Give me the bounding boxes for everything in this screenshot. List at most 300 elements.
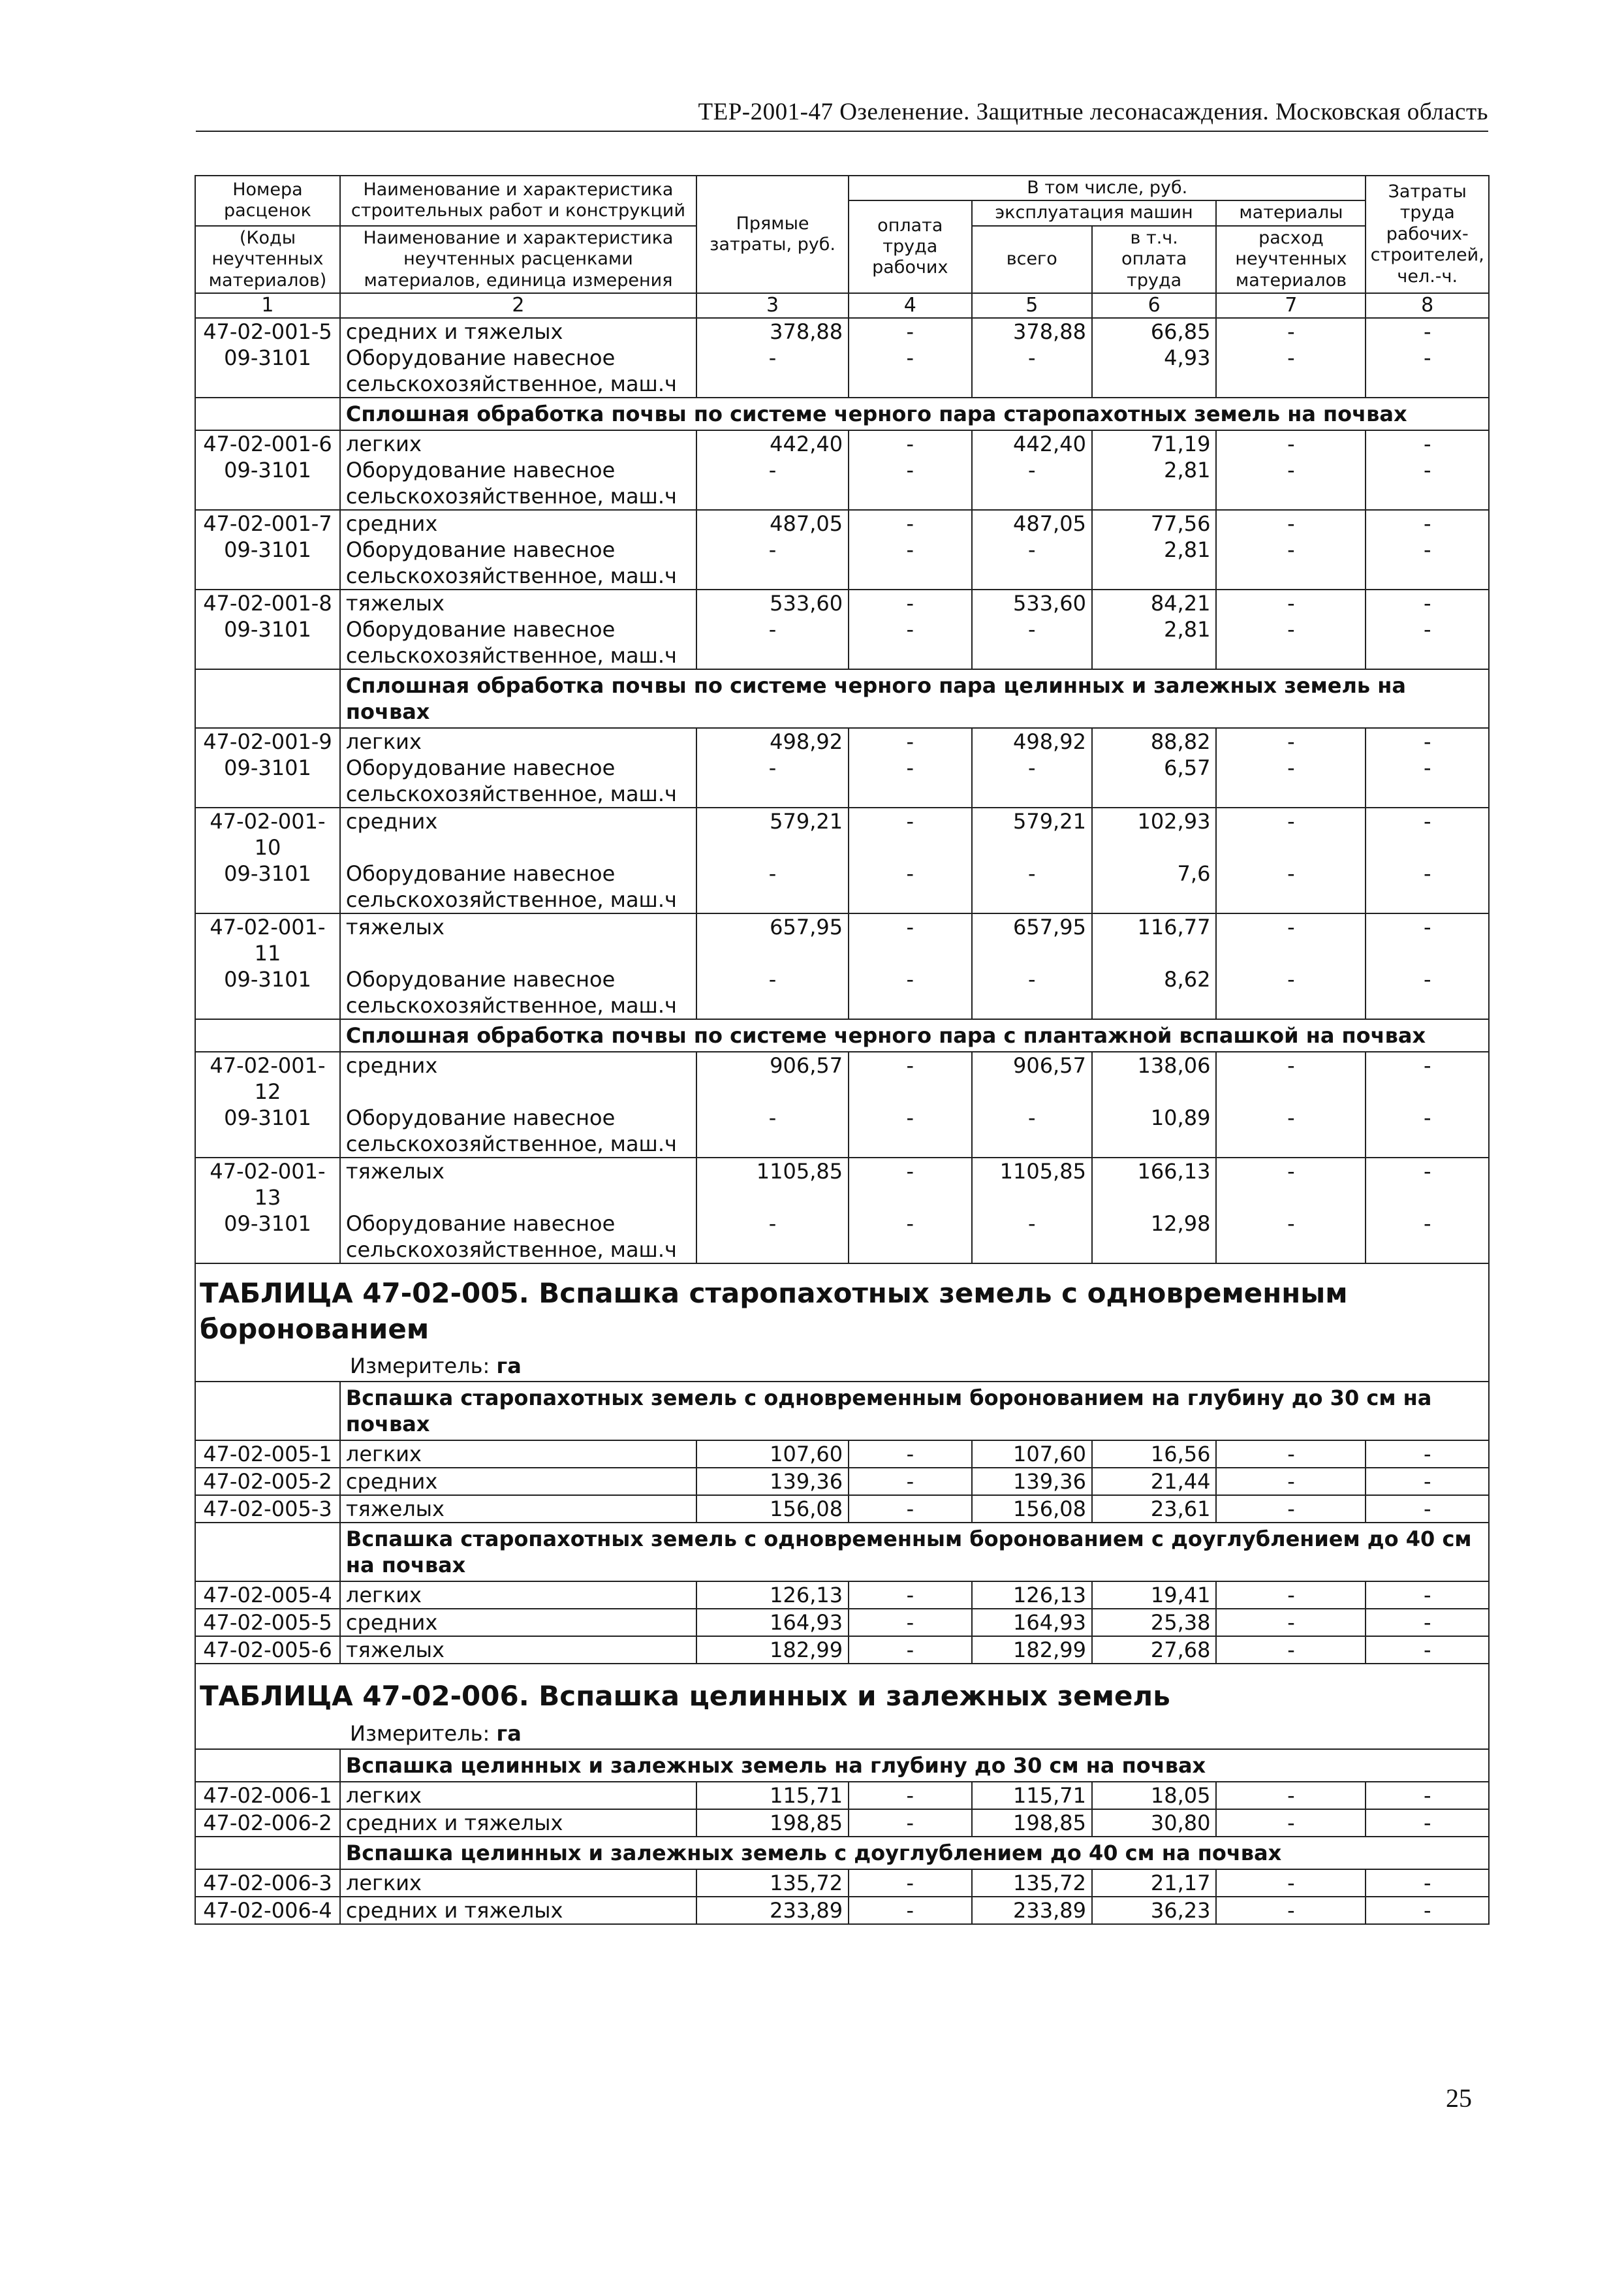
header-direct-costs: Прямые затраты, руб. [696,176,849,293]
header-worker-wage: оплата труда рабочих [849,200,971,293]
machine-cost: 498,92 [972,728,1092,755]
machine-cost: - [972,755,1092,808]
machine-wage: 16,56 [1092,1440,1216,1468]
table-body-005 [195,1382,1489,1664]
rate-code: 47-02-001-10 [195,808,340,861]
labor-cost: - [1366,590,1489,616]
section-spacer [195,1382,340,1440]
work-name: средних [340,808,696,861]
machine-cost: 115,71 [972,1782,1092,1809]
machine-cost: 139,36 [972,1468,1092,1495]
equipment-row [195,345,1489,398]
section-title: Вспашка целинных и залежных земель на глубину до 30 см на почвах [340,1749,1489,1782]
material-cost: - [1216,1105,1366,1158]
equipment-code: 09-3101 [195,345,340,398]
material-cost: - [1216,1052,1366,1105]
header-labor-costs: Затраты труда рабочих-строителей, чел.-ч. [1366,176,1489,293]
rate-row [195,590,1489,616]
rate-row [195,318,1489,345]
header-materials: материалы [1216,200,1366,225]
running-header: ТЕР-2001-47 Озеленение. Защитные лесонасаждения. Московская область [698,99,1488,125]
equipment-name [340,1105,696,1158]
section-spacer [195,1019,340,1052]
rate-row [195,1158,1489,1210]
rate-row [195,1897,1489,1924]
worker-wage: - [849,1440,971,1468]
work-name: тяжелых [340,1158,696,1210]
equipment-row [195,616,1489,669]
rates-table-47-02-005 [195,1381,1490,1664]
equipment-code: 09-3101 [195,966,340,1019]
machine-cost: 579,21 [972,808,1092,861]
section-title: Сплошная обработка почвы по системе черного пара старопахотных земель на почвах [340,398,1489,430]
equipment-row [195,755,1489,808]
worker-wage: - [849,1581,971,1609]
equipment-name [340,616,696,669]
direct-cost: 135,72 [696,1869,849,1897]
machine-cost: 182,99 [972,1636,1092,1664]
worker-wage: - [849,913,971,966]
table-header [195,176,1489,318]
worker-wage: - [849,1495,971,1523]
direct-cost: 498,92 [696,728,849,755]
equipment-code: 09-3101 [195,537,340,590]
header-material-consumption: расход неучтенных материалов [1216,226,1366,293]
direct-cost: - [696,1210,849,1263]
equipment-code: 09-3101 [195,755,340,808]
machine-wage: 25,38 [1092,1609,1216,1636]
page-number: 25 [1446,2083,1472,2113]
machine-cost: 156,08 [972,1495,1092,1523]
machine-wage: 166,13 [1092,1158,1216,1210]
header-machine-total: всего [972,226,1092,293]
rate-code: 47-02-001-7 [195,510,340,537]
rate-row [195,1809,1489,1837]
material-cost: - [1216,318,1366,345]
labor-cost: - [1366,430,1489,457]
equipment-row [195,861,1489,913]
direct-cost: 533,60 [696,590,849,616]
work-name: средних [340,1468,696,1495]
labor-cost: - [1366,755,1489,808]
machine-cost: 378,88 [972,318,1092,345]
labor-cost: - [1366,1809,1489,1837]
section-row [195,1382,1489,1440]
equipment-name [340,1210,696,1263]
material-cost: - [1216,345,1366,398]
rate-code: 47-02-005-3 [195,1495,340,1523]
work-name: средних и тяжелых [340,1897,696,1924]
material-cost: - [1216,1468,1366,1495]
section-row [195,1523,1489,1581]
material-cost: - [1216,430,1366,457]
equipment-name-line2: сельскохозяйственное, маш.ч [345,1237,677,1262]
machine-wage: 36,23 [1092,1897,1216,1924]
labor-cost: - [1366,1495,1489,1523]
equipment-name [340,457,696,510]
rates-table-47-02-006 [195,1748,1490,1925]
equipment-quantity: 8,62 [1092,966,1216,1019]
header-machine-operation: эксплуатация машин [972,200,1217,225]
labor-cost: - [1366,457,1489,510]
worker-wage: - [849,755,971,808]
labor-cost: - [1366,1782,1489,1809]
direct-cost: 107,60 [696,1440,849,1468]
machine-cost: - [972,345,1092,398]
worker-wage: - [849,1809,971,1837]
equipment-name-line2: сельскохозяйственное, маш.ч [345,563,677,588]
section-title: Вспашка старопахотных земель с одновременным боронованием на глубину до 30 см на почвах [340,1382,1489,1440]
table-title-47-02-006: ТАБЛИЦА 47-02-006. Вспашка целинных и залежных земель [195,1664,1490,1718]
worker-wage: - [849,616,971,669]
equipment-name-line1: Оборудование навесное [345,345,616,370]
equipment-name [340,861,696,913]
machine-wage: 27,68 [1092,1636,1216,1664]
rate-row [195,1581,1489,1609]
labor-cost: - [1366,1468,1489,1495]
rate-code: 47-02-001-11 [195,913,340,966]
work-name: легких [340,1782,696,1809]
equipment-quantity: 2,81 [1092,537,1216,590]
equipment-name-line2: сельскохозяйственное, маш.ч [345,887,677,912]
labor-cost: - [1366,861,1489,913]
labor-cost: - [1366,1440,1489,1468]
worker-wage: - [849,345,971,398]
worker-wage: - [849,510,971,537]
section-spacer [195,1749,340,1782]
equipment-row [195,1210,1489,1263]
machine-cost: - [972,1105,1092,1158]
direct-cost: 657,95 [696,913,849,966]
equipment-code: 09-3101 [195,1210,340,1263]
equipment-row [195,537,1489,590]
work-name: средних [340,1052,696,1105]
labor-cost: - [1366,537,1489,590]
worker-wage: - [849,1468,971,1495]
direct-cost: 182,99 [696,1636,849,1664]
machine-cost: 107,60 [972,1440,1092,1468]
machine-cost: 126,13 [972,1581,1092,1609]
material-cost: - [1216,1495,1366,1523]
material-cost: - [1216,616,1366,669]
material-cost: - [1216,457,1366,510]
machine-wage: 116,77 [1092,913,1216,966]
labor-cost: - [1366,1158,1489,1210]
equipment-name-line1: Оборудование навесное [345,1210,616,1236]
equipment-name-line1: Оборудование навесное [345,755,616,780]
machine-cost: - [972,966,1092,1019]
section-row [195,1749,1489,1782]
work-name: тяжелых [340,1636,696,1664]
header-unaccounted-codes: (Коды неучтенных материалов) [195,226,340,293]
machine-cost: - [972,537,1092,590]
material-cost: - [1216,1782,1366,1809]
header-rule [196,131,1488,132]
rate-code: 47-02-005-4 [195,1581,340,1609]
machine-cost: 442,40 [972,430,1092,457]
labor-cost: - [1366,1636,1489,1664]
rate-code: 47-02-006-3 [195,1869,340,1897]
direct-cost: 1105,85 [696,1158,849,1210]
meter-47-02-005 [195,1351,1490,1381]
rate-code: 47-02-001-9 [195,728,340,755]
equipment-name-line1: Оборудование навесное [345,1105,616,1130]
material-cost: - [1216,1897,1366,1924]
section-spacer [195,1523,340,1581]
material-cost: - [1216,1440,1366,1468]
labor-cost: - [1366,1897,1489,1924]
direct-cost: 139,36 [696,1468,849,1495]
rate-code: 47-02-005-2 [195,1468,340,1495]
worker-wage: - [849,808,971,861]
section-row [195,1019,1489,1052]
machine-wage: 88,82 [1092,728,1216,755]
equipment-code: 09-3101 [195,616,340,669]
equipment-code: 09-3101 [195,1105,340,1158]
equipment-row [195,966,1489,1019]
equipment-name-line1: Оборудование навесное [345,616,616,642]
machine-cost: 533,60 [972,590,1092,616]
machine-cost: 1105,85 [972,1158,1092,1210]
header-work-name: Наименование и характеристика строительных работ и конструкций [340,176,696,226]
rate-code: 47-02-001-6 [195,430,340,457]
equipment-name-line1: Оборудование навесное [345,537,616,562]
direct-cost: - [696,537,849,590]
material-cost: - [1216,510,1366,537]
section-title: Вспашка старопахотных земель с одновременным боронованием с доуглублением до 40 см на почвах [340,1523,1489,1581]
machine-cost: - [972,861,1092,913]
machine-cost: 657,95 [972,913,1092,966]
equipment-quantity: 6,57 [1092,755,1216,808]
worker-wage: - [849,1636,971,1664]
material-cost: - [1216,1636,1366,1664]
direct-cost: - [696,457,849,510]
worker-wage: - [849,1609,971,1636]
rate-row [195,1468,1489,1495]
equipment-quantity: 2,81 [1092,457,1216,510]
section-title: Вспашка целинных и залежных земель с доуглублением до 40 см на почвах [340,1837,1489,1869]
direct-cost: - [696,616,849,669]
material-cost: - [1216,1210,1366,1263]
direct-cost: 233,89 [696,1897,849,1924]
work-name: легких [340,728,696,755]
rate-code: 47-02-001-5 [195,318,340,345]
meter-unit: га [496,1353,522,1379]
rate-code: 47-02-006-2 [195,1809,340,1837]
worker-wage: - [849,1897,971,1924]
labor-cost: - [1366,1581,1489,1609]
worker-wage: - [849,430,971,457]
equipment-code: 09-3101 [195,457,340,510]
machine-cost: - [972,616,1092,669]
section-title: Сплошная обработка почвы по системе черного пара целинных и залежных земель на почвах [340,669,1489,728]
machine-wage: 84,21 [1092,590,1216,616]
rate-code: 47-02-005-6 [195,1636,340,1664]
rate-row [195,1440,1489,1468]
equipment-name-line2: сельскохозяйственное, маш.ч [345,371,677,396]
direct-cost: 156,08 [696,1495,849,1523]
material-cost: - [1216,537,1366,590]
labor-cost: - [1366,510,1489,537]
equipment-name-line2: сельскохозяйственное, маш.ч [345,483,677,509]
material-cost: - [1216,861,1366,913]
rate-code: 47-02-006-1 [195,1782,340,1809]
equipment-name [340,345,696,398]
equipment-name-line1: Оборудование навесное [345,861,616,886]
labor-cost: - [1366,1210,1489,1263]
direct-cost: 164,93 [696,1609,849,1636]
worker-wage: - [849,1105,971,1158]
machine-cost: 164,93 [972,1609,1092,1636]
equipment-name [340,755,696,808]
machine-cost: 906,57 [972,1052,1092,1105]
machine-wage: 77,56 [1092,510,1216,537]
direct-cost: - [696,755,849,808]
labor-cost: - [1366,728,1489,755]
meter-label: Измеритель: [350,1353,490,1379]
material-cost: - [1216,913,1366,966]
machine-wage: 21,17 [1092,1869,1216,1897]
table-body-006 [195,1749,1489,1924]
work-name: средних [340,510,696,537]
rate-row [195,510,1489,537]
direct-cost: 442,40 [696,430,849,457]
header-unaccounted-materials: Наименование и характеристика неучтенных расценками материалов, единица измерения [340,226,696,293]
machine-cost: 487,05 [972,510,1092,537]
worker-wage: - [849,1158,971,1210]
machine-wage: 30,80 [1092,1809,1216,1837]
machine-wage: 19,41 [1092,1581,1216,1609]
section-row [195,1837,1489,1869]
section-row [195,669,1489,728]
machine-wage: 71,19 [1092,430,1216,457]
equipment-row [195,1105,1489,1158]
direct-cost: 126,13 [696,1581,849,1609]
equipment-row [195,457,1489,510]
section-spacer [195,398,340,430]
direct-cost: 198,85 [696,1809,849,1837]
labor-cost: - [1366,1609,1489,1636]
equipment-quantity: 12,98 [1092,1210,1216,1263]
worker-wage: - [849,728,971,755]
header-rate-numbers: Номера расценок [195,176,340,226]
rate-row [195,1869,1489,1897]
direct-cost: 579,21 [696,808,849,861]
worker-wage: - [849,1869,971,1897]
equipment-name-line2: сельскохозяйственное, маш.ч [345,781,677,806]
worker-wage: - [849,1210,971,1263]
rate-row [195,728,1489,755]
worker-wage: - [849,318,971,345]
machine-cost: 233,89 [972,1897,1092,1924]
material-cost: - [1216,1869,1366,1897]
equipment-quantity: 10,89 [1092,1105,1216,1158]
direct-cost: 115,71 [696,1782,849,1809]
rates-document [195,175,1490,1925]
worker-wage: - [849,457,971,510]
worker-wage: - [849,1052,971,1105]
work-name: легких [340,430,696,457]
equipment-quantity: 7,6 [1092,861,1216,913]
machine-wage: 21,44 [1092,1468,1216,1495]
section-spacer [195,669,340,728]
rate-row [195,808,1489,861]
worker-wage: - [849,537,971,590]
rate-code: 47-02-006-4 [195,1897,340,1924]
header-machine-wage: в т.ч. оплата труда [1092,226,1216,293]
labor-cost: - [1366,1869,1489,1897]
equipment-name-line2: сельскохозяйственное, маш.ч [345,642,677,668]
rate-row [195,1495,1489,1523]
labor-cost: - [1366,616,1489,669]
work-name: средних и тяжелых [340,1809,696,1837]
rate-code: 47-02-001-12 [195,1052,340,1105]
rate-row [195,430,1489,457]
material-cost: - [1216,966,1366,1019]
meter-label: Измеритель: [350,1720,490,1746]
section-spacer [195,1837,340,1869]
direct-cost: - [696,1105,849,1158]
direct-cost: - [696,345,849,398]
machine-cost: - [972,457,1092,510]
work-name: легких [340,1581,696,1609]
rate-code: 47-02-001-8 [195,590,340,616]
work-name: тяжелых [340,913,696,966]
labor-cost: - [1366,1052,1489,1105]
material-cost: - [1216,808,1366,861]
worker-wage: - [849,861,971,913]
labor-cost: - [1366,318,1489,345]
table-body-001 [195,318,1489,1263]
worker-wage: - [849,590,971,616]
direct-cost: 906,57 [696,1052,849,1105]
equipment-name-line2: сельскохозяйственное, маш.ч [345,992,677,1018]
equipment-name [340,966,696,1019]
equipment-quantity: 2,81 [1092,616,1216,669]
column-numbers-row: 1 2 3 4 5 6 7 8 [195,293,1489,318]
work-name: средних [340,1609,696,1636]
direct-cost: - [696,861,849,913]
section-row [195,398,1489,430]
worker-wage: - [849,1782,971,1809]
direct-cost: 378,88 [696,318,849,345]
labor-cost: - [1366,1105,1489,1158]
rate-code: 47-02-005-5 [195,1609,340,1636]
material-cost: - [1216,755,1366,808]
machine-wage: 18,05 [1092,1782,1216,1809]
table-title-47-02-005: ТАБЛИЦА 47-02-005. Вспашка старопахотных земель с одновременным боронованием [195,1264,1490,1351]
rate-row [195,1636,1489,1664]
equipment-name-line2: сельскохозяйственное, маш.ч [345,1131,677,1156]
material-cost: - [1216,728,1366,755]
machine-wage: 23,61 [1092,1495,1216,1523]
work-name: средних и тяжелых [340,318,696,345]
rate-row [195,1609,1489,1636]
machine-cost: 135,72 [972,1869,1092,1897]
meter-47-02-006 [195,1718,1490,1748]
rates-table-47-02-001 [195,175,1490,1264]
labor-cost: - [1366,345,1489,398]
direct-cost: - [696,966,849,1019]
rate-row [195,913,1489,966]
direct-cost: 487,05 [696,510,849,537]
work-name: тяжелых [340,590,696,616]
header-in-total: В том числе, руб. [849,176,1366,200]
equipment-name-line1: Оборудование навесное [345,457,616,482]
material-cost: - [1216,1581,1366,1609]
rate-code: 47-02-005-1 [195,1440,340,1468]
rate-row [195,1782,1489,1809]
